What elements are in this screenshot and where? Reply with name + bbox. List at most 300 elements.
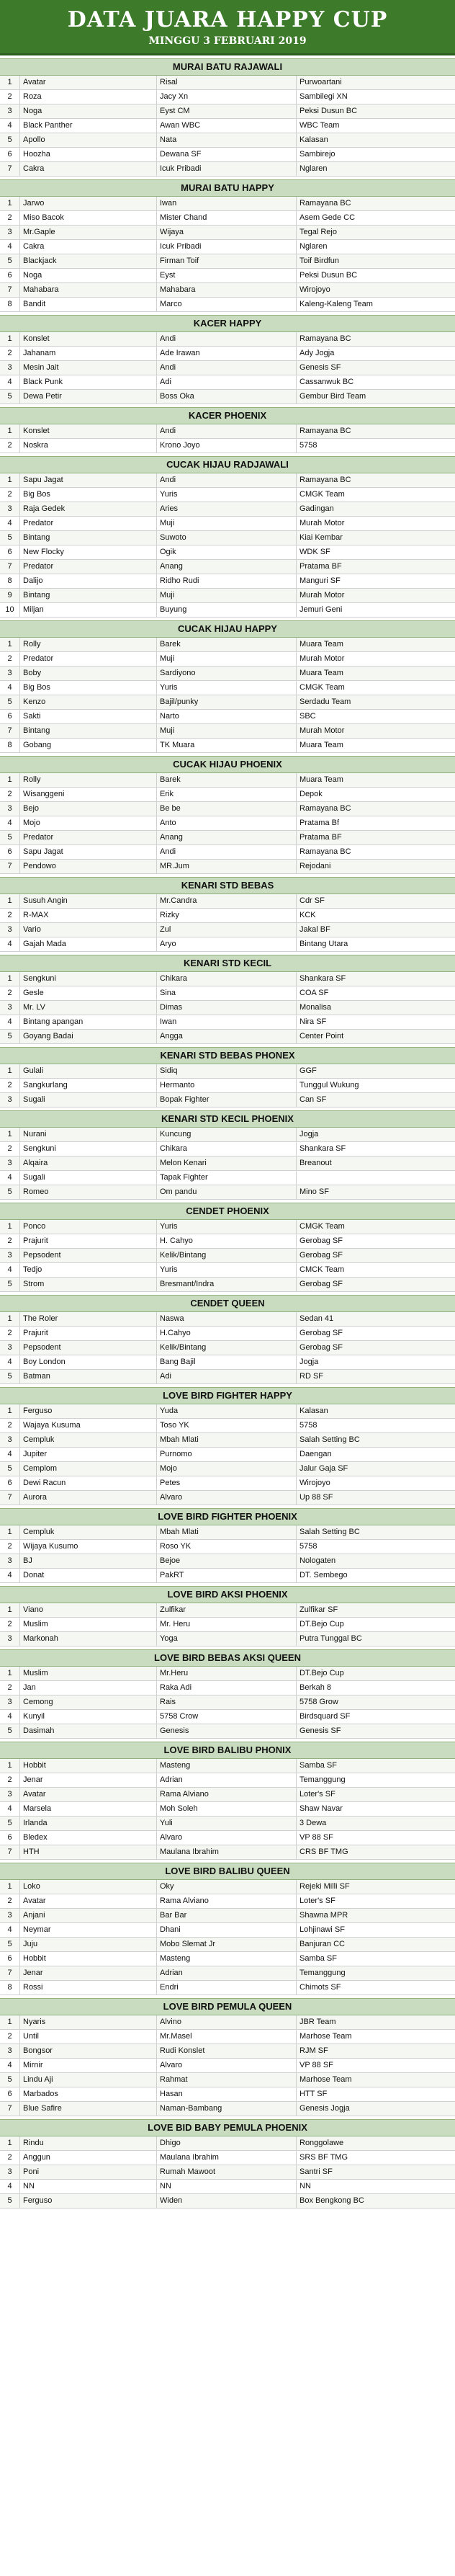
result-table: [0, 1220, 455, 1292]
table-row: [0, 531, 455, 545]
bird-name-cell: Cakra: [20, 162, 157, 176]
team-cell: Sedan 41: [299, 1314, 334, 1323]
owner-cell: Iwan: [157, 197, 297, 210]
owner-cell: Nata: [157, 133, 297, 147]
table-row: [0, 560, 455, 574]
owner-cell: Mr. Heru: [157, 1618, 297, 1631]
section-title: LOVE BIRD FIGHTER PHOENIX: [0, 1508, 455, 1525]
team-cell: Serdadu Team: [299, 698, 351, 706]
owner-cell: Dhigo: [157, 2136, 297, 2150]
bird-name-cell: Avatar: [20, 1894, 157, 1908]
owner-cell: Chikara: [157, 1142, 297, 1156]
table-row: [0, 845, 455, 860]
table-row: [0, 1802, 455, 1817]
bird-name-cell: Romeo: [20, 1185, 157, 1199]
bird-name-cell: Roza: [20, 90, 157, 104]
table-row: [0, 1263, 455, 1278]
rank-cell: 2: [0, 2151, 20, 2165]
table-row: [0, 1894, 455, 1909]
bird-name-cell: Noga: [20, 104, 157, 118]
table-row: [0, 2194, 455, 2209]
table-row: [0, 1185, 455, 1200]
bird-name-cell: Dewi Racun: [20, 1476, 157, 1490]
bird-name-cell: Susuh Angin: [20, 894, 157, 908]
bird-name-cell: Predator: [20, 652, 157, 666]
table-row: [0, 2151, 455, 2165]
result-table: [0, 1064, 455, 1107]
bird-name-cell: Black Panther: [20, 119, 157, 133]
rank-cell: 1: [0, 1220, 20, 1234]
owner-cell: Sardiyono: [157, 667, 297, 680]
result-section: [0, 1387, 455, 1505]
section-title: LOVE BIRD BEBAS AKSI QUEEN: [0, 1649, 455, 1667]
owner-cell: Bresmant/Indra: [157, 1278, 297, 1291]
rank-cell: 7: [0, 1845, 20, 1859]
table-row: [0, 1938, 455, 1952]
team-cell: Tegal Rejo: [299, 228, 337, 236]
team-cell: Sambirejo: [299, 150, 335, 159]
bird-name-cell: Cemong: [20, 1695, 157, 1709]
team-cell: DT.Bejo Cup: [299, 1669, 344, 1677]
bird-name-cell: Jarwo: [20, 197, 157, 210]
result-section: [0, 2119, 455, 2209]
bird-name-cell: Miljan: [20, 603, 157, 617]
rank-cell: 4: [0, 1355, 20, 1369]
table-row: [0, 2073, 455, 2087]
team-cell: GGF: [299, 1066, 317, 1075]
team-cell: Gerobag SF: [299, 1236, 343, 1245]
table-row: [0, 1462, 455, 1476]
table-row: [0, 1909, 455, 1923]
table-row: [0, 473, 455, 488]
team-cell: Kalasan: [299, 1407, 328, 1415]
result-table: [0, 1128, 455, 1200]
owner-cell: Icuk Pribadi: [157, 240, 297, 254]
bird-name-cell: Aurora: [20, 1491, 157, 1505]
team-cell: Nglaren: [299, 164, 328, 173]
owner-cell: Ridho Rudi: [157, 574, 297, 588]
bird-name-cell: Kunyil: [20, 1710, 157, 1724]
table-row: [0, 1981, 455, 1995]
owner-cell: Adi: [157, 1370, 297, 1383]
team-cell: Murah Motor: [299, 654, 345, 663]
team-cell: Ramayana BC: [299, 427, 351, 435]
rank-cell: 5: [0, 390, 20, 404]
table-row: [0, 119, 455, 133]
owner-cell: Zulfikar: [157, 1603, 297, 1617]
table-row: [0, 1845, 455, 1860]
owner-cell: Barek: [157, 638, 297, 651]
rank-cell: 5: [0, 1278, 20, 1291]
table-row: [0, 972, 455, 986]
table-row: [0, 739, 455, 753]
table-row: [0, 802, 455, 816]
rank-cell: 7: [0, 1966, 20, 1980]
table-row: [0, 1554, 455, 1569]
rank-cell: 1: [0, 2136, 20, 2150]
table-row: [0, 1788, 455, 1802]
team-cell: SBC: [299, 712, 316, 721]
rank-cell: 3: [0, 1788, 20, 1801]
team-cell: Daengan: [299, 1450, 332, 1458]
rank-cell: 4: [0, 1263, 20, 1277]
table-row: [0, 695, 455, 710]
table-row: [0, 860, 455, 874]
table-row: [0, 1234, 455, 1249]
owner-cell: Adi: [157, 375, 297, 389]
rank-cell: 3: [0, 667, 20, 680]
team-cell: Marhose Team: [299, 2075, 352, 2084]
table-row: [0, 816, 455, 831]
team-cell: Banjuran CC: [299, 1940, 345, 1948]
team-cell: Salah Setting BC: [299, 1435, 360, 1444]
table-row: [0, 909, 455, 923]
team-cell: 5758: [299, 1542, 317, 1551]
team-cell: Center Point: [299, 1032, 344, 1040]
team-cell: 5758: [299, 1421, 317, 1430]
team-cell: Chimots SF: [299, 1983, 341, 1992]
rank-cell: 2: [0, 90, 20, 104]
bird-name-cell: Mr. LV: [20, 1001, 157, 1015]
team-cell: Manguri SF: [299, 576, 341, 585]
bird-name-cell: Gulali: [20, 1064, 157, 1078]
bird-name-cell: Sangkurlang: [20, 1079, 157, 1092]
rank-cell: 5: [0, 831, 20, 844]
table-row: [0, 1249, 455, 1263]
rank-cell: 6: [0, 1831, 20, 1845]
table-row: [0, 1355, 455, 1370]
team-cell: Monalisa: [299, 1003, 332, 1012]
owner-cell: Ogik: [157, 545, 297, 559]
table-row: [0, 162, 455, 177]
team-cell: Santri SF: [299, 2167, 333, 2176]
table-row: [0, 1220, 455, 1234]
team-cell: Murah Motor: [299, 591, 345, 600]
owner-cell: Anang: [157, 831, 297, 844]
table-row: [0, 1603, 455, 1618]
bird-name-cell: R-MAX: [20, 909, 157, 922]
team-cell: Samba SF: [299, 1954, 337, 1963]
result-section: [0, 1295, 455, 1384]
team-cell: Marhose Team: [299, 2032, 352, 2041]
team-cell: Muara Team: [299, 640, 343, 649]
result-table: [0, 76, 455, 177]
bird-name-cell: Prajurit: [20, 1327, 157, 1340]
table-row: [0, 2102, 455, 2116]
result-section: [0, 756, 455, 874]
team-cell: 5758: [299, 441, 317, 450]
owner-cell: Mbah Mlati: [157, 1525, 297, 1539]
owner-cell: Erik: [157, 788, 297, 801]
rank-cell: 2: [0, 1681, 20, 1695]
owner-cell: Angga: [157, 1030, 297, 1043]
rank-cell: 5: [0, 1817, 20, 1830]
bird-name-cell: Cakra: [20, 240, 157, 254]
team-cell: RJM SF: [299, 2046, 328, 2055]
rank-cell: 4: [0, 1569, 20, 1582]
result-table: [0, 894, 455, 952]
owner-cell: Hasan: [157, 2087, 297, 2101]
bird-name-cell: BJ: [20, 1554, 157, 1568]
team-cell: Cdr SF: [299, 896, 325, 905]
owner-cell: Naman-Bambang: [157, 2102, 297, 2116]
rank-cell: 1: [0, 332, 20, 346]
rank-cell: 3: [0, 361, 20, 375]
bird-name-cell: Raja Gedek: [20, 502, 157, 516]
team-cell: Ramayana BC: [299, 334, 351, 343]
rank-cell: 3: [0, 226, 20, 239]
owner-cell: Andi: [157, 845, 297, 859]
bird-name-cell: Hoozha: [20, 148, 157, 161]
table-row: [0, 574, 455, 589]
result-section: [0, 1863, 455, 1995]
owner-cell: Barek: [157, 773, 297, 787]
team-cell: Salah Setting BC: [299, 1528, 360, 1536]
rank-cell: 6: [0, 269, 20, 282]
owner-cell: Rama Alviano: [157, 1894, 297, 1908]
bird-name-cell: Loko: [20, 1880, 157, 1894]
owner-cell: Be be: [157, 802, 297, 816]
bird-name-cell: Goyang Badai: [20, 1030, 157, 1043]
team-cell: Gerobag SF: [299, 1343, 343, 1352]
rank-cell: 3: [0, 1341, 20, 1355]
bird-name-cell: Jupiter: [20, 1448, 157, 1461]
table-row: [0, 1724, 455, 1739]
bird-name-cell: Ferguso: [20, 1404, 157, 1418]
owner-cell: Mbah Mlati: [157, 1433, 297, 1447]
rank-cell: 4: [0, 2059, 20, 2072]
team-cell: Gadingan: [299, 504, 334, 513]
team-cell: WBC Team: [299, 121, 340, 130]
team-cell: Cassanwuk BC: [299, 378, 354, 386]
result-section: [0, 1998, 455, 2116]
owner-cell: Risal: [157, 76, 297, 89]
bird-name-cell: Juju: [20, 1938, 157, 1951]
table-row: [0, 1759, 455, 1773]
table-row: [0, 90, 455, 104]
result-table: [0, 1312, 455, 1384]
bird-name-cell: NN: [20, 2180, 157, 2193]
bird-name-cell: Sugali: [20, 1171, 157, 1185]
rank-cell: 2: [0, 909, 20, 922]
rank-cell: 3: [0, 1249, 20, 1262]
owner-cell: Mr.Candra: [157, 894, 297, 908]
bird-name-cell: Blackjack: [20, 254, 157, 268]
section-title: LOVE BIRD PEMULA QUEEN: [0, 1998, 455, 2015]
owner-cell: Iwan: [157, 1015, 297, 1029]
bird-name-cell: Cemplom: [20, 1462, 157, 1476]
rank-cell: 4: [0, 119, 20, 133]
owner-cell: Andi: [157, 473, 297, 487]
table-row: [0, 724, 455, 739]
table-row: [0, 1404, 455, 1419]
result-table: [0, 1880, 455, 1995]
team-cell: Tunggul Wukung: [299, 1081, 359, 1089]
result-table: [0, 2136, 455, 2209]
result-section: [0, 1508, 455, 1583]
owner-cell: Dhani: [157, 1923, 297, 1937]
team-cell: Berkah 8: [299, 1683, 332, 1692]
bird-name-cell: Pendowo: [20, 860, 157, 873]
table-row: [0, 1370, 455, 1384]
bird-name-cell: Sugali: [20, 1093, 157, 1107]
rank-cell: 5: [0, 1370, 20, 1383]
owner-cell: Andi: [157, 332, 297, 346]
table-row: [0, 1966, 455, 1981]
owner-cell: 5758 Crow: [157, 1710, 297, 1724]
team-cell: COA SF: [299, 989, 329, 997]
table-row: [0, 347, 455, 361]
bird-name-cell: Bintang: [20, 589, 157, 602]
team-cell: CRS BF TMG: [299, 1848, 348, 1856]
bird-name-cell: Rolly: [20, 638, 157, 651]
rank-cell: 3: [0, 1093, 20, 1107]
rank-cell: 1: [0, 1064, 20, 1078]
owner-cell: Om pandu: [157, 1185, 297, 1199]
bird-name-cell: Konslet: [20, 332, 157, 346]
owner-cell: Icuk Pribadi: [157, 162, 297, 176]
rank-cell: 1: [0, 1128, 20, 1141]
team-cell: VP 88 SF: [299, 2061, 333, 2069]
table-row: [0, 710, 455, 724]
owner-cell: Kelik/Bintang: [157, 1249, 297, 1262]
owner-cell: Alvaro: [157, 1831, 297, 1845]
result-table: [0, 773, 455, 874]
owner-cell: Naswa: [157, 1312, 297, 1326]
result-section: [0, 456, 455, 618]
owner-cell: Aryo: [157, 937, 297, 951]
rank-cell: 4: [0, 517, 20, 530]
rank-cell: 7: [0, 283, 20, 297]
rank-cell: 2: [0, 1773, 20, 1787]
table-row: [0, 1773, 455, 1788]
rank-cell: 4: [0, 1923, 20, 1937]
bird-name-cell: Muslim: [20, 1667, 157, 1680]
team-cell: Ramayana BC: [299, 199, 351, 208]
bird-name-cell: Prajurit: [20, 1234, 157, 1248]
team-cell: RD SF: [299, 1372, 323, 1381]
table-row: [0, 1156, 455, 1171]
owner-cell: Sina: [157, 986, 297, 1000]
owner-cell: Moh Soleh: [157, 1802, 297, 1816]
owner-cell: Rizky: [157, 909, 297, 922]
team-cell: JBR Team: [299, 2018, 336, 2026]
table-row: [0, 1327, 455, 1341]
table-row: [0, 148, 455, 162]
rank-cell: 2: [0, 1079, 20, 1092]
table-row: [0, 2087, 455, 2102]
owner-cell: Bejoe: [157, 1554, 297, 1568]
table-row: [0, 1142, 455, 1156]
bird-name-cell: Rolly: [20, 773, 157, 787]
rank-cell: 2: [0, 1327, 20, 1340]
table-row: [0, 2044, 455, 2059]
team-cell: Toif Birdfun: [299, 257, 340, 265]
owner-cell: MR.Jum: [157, 860, 297, 873]
team-cell: Breanout: [299, 1159, 332, 1167]
bird-name-cell: Rindu: [20, 2136, 157, 2150]
bird-name-cell: Rossi: [20, 1981, 157, 1995]
result-section: [0, 1110, 455, 1200]
table-row: [0, 1632, 455, 1646]
team-cell: Muara Team: [299, 741, 343, 749]
rank-cell: 9: [0, 589, 20, 602]
result-section: [0, 620, 455, 753]
table-row: [0, 2030, 455, 2044]
rank-cell: 1: [0, 1312, 20, 1326]
result-section: [0, 1203, 455, 1292]
bird-name-cell: Sengkuni: [20, 1142, 157, 1156]
section-title: LOVE BIRD BALIBU PHONIX: [0, 1742, 455, 1759]
team-cell: Peksi Dusun BC: [299, 271, 358, 280]
owner-cell: Rudi Konslet: [157, 2044, 297, 2058]
owner-cell: Ade Irawan: [157, 347, 297, 360]
owner-cell: Oky: [157, 1880, 297, 1894]
owner-cell: Rumah Mawoot: [157, 2165, 297, 2179]
bird-name-cell: Nyaris: [20, 2015, 157, 2029]
result-section: [0, 955, 455, 1044]
section-title: KENARI STD BEBAS: [0, 877, 455, 894]
team-cell: Rejodani: [299, 862, 331, 870]
rank-cell: 3: [0, 502, 20, 516]
team-cell: DT. Sembego: [299, 1571, 348, 1579]
bird-name-cell: Kenzo: [20, 695, 157, 709]
team-cell: Nira SF: [299, 1017, 327, 1026]
table-row: [0, 226, 455, 240]
owner-cell: Muji: [157, 652, 297, 666]
owner-cell: Yuda: [157, 1404, 297, 1418]
table-row: [0, 2015, 455, 2030]
table-row: [0, 390, 455, 404]
owner-cell: Rahmat: [157, 2073, 297, 2087]
owner-cell: Widen: [157, 2194, 297, 2208]
rank-cell: 5: [0, 2194, 20, 2208]
table-row: [0, 589, 455, 603]
owner-cell: Firman Toif: [157, 254, 297, 268]
rank-cell: 3: [0, 1695, 20, 1709]
rank-cell: 4: [0, 1015, 20, 1029]
owner-cell: Adrian: [157, 1773, 297, 1787]
table-row: [0, 361, 455, 375]
rank-cell: 7: [0, 1491, 20, 1505]
bird-name-cell: Big Bos: [20, 681, 157, 695]
owner-cell: H. Cahyo: [157, 1234, 297, 1248]
owner-cell: TK Muara: [157, 739, 297, 752]
owner-cell: Kuncung: [157, 1128, 297, 1141]
table-row: [0, 773, 455, 788]
table-row: [0, 545, 455, 560]
table-row: [0, 923, 455, 937]
table-row: [0, 1433, 455, 1448]
table-row: [0, 1952, 455, 1966]
table-row: [0, 1525, 455, 1540]
table-row: [0, 1341, 455, 1355]
bird-name-cell: Marsela: [20, 1802, 157, 1816]
bird-name-cell: Jenar: [20, 1966, 157, 1980]
table-row: [0, 1817, 455, 1831]
result-section: [0, 1649, 455, 1739]
team-cell: Pratama Bf: [299, 819, 340, 827]
team-cell: Ramayana BC: [299, 476, 351, 484]
rank-cell: 2: [0, 1618, 20, 1631]
owner-cell: Rais: [157, 1695, 297, 1709]
rank-cell: 4: [0, 937, 20, 951]
team-cell: Bintang Utara: [299, 940, 348, 948]
owner-cell: Yuris: [157, 1263, 297, 1277]
owner-cell: Endri: [157, 1981, 297, 1995]
result-section: [0, 1586, 455, 1646]
team-cell: Putra Tunggal BC: [299, 1634, 362, 1643]
